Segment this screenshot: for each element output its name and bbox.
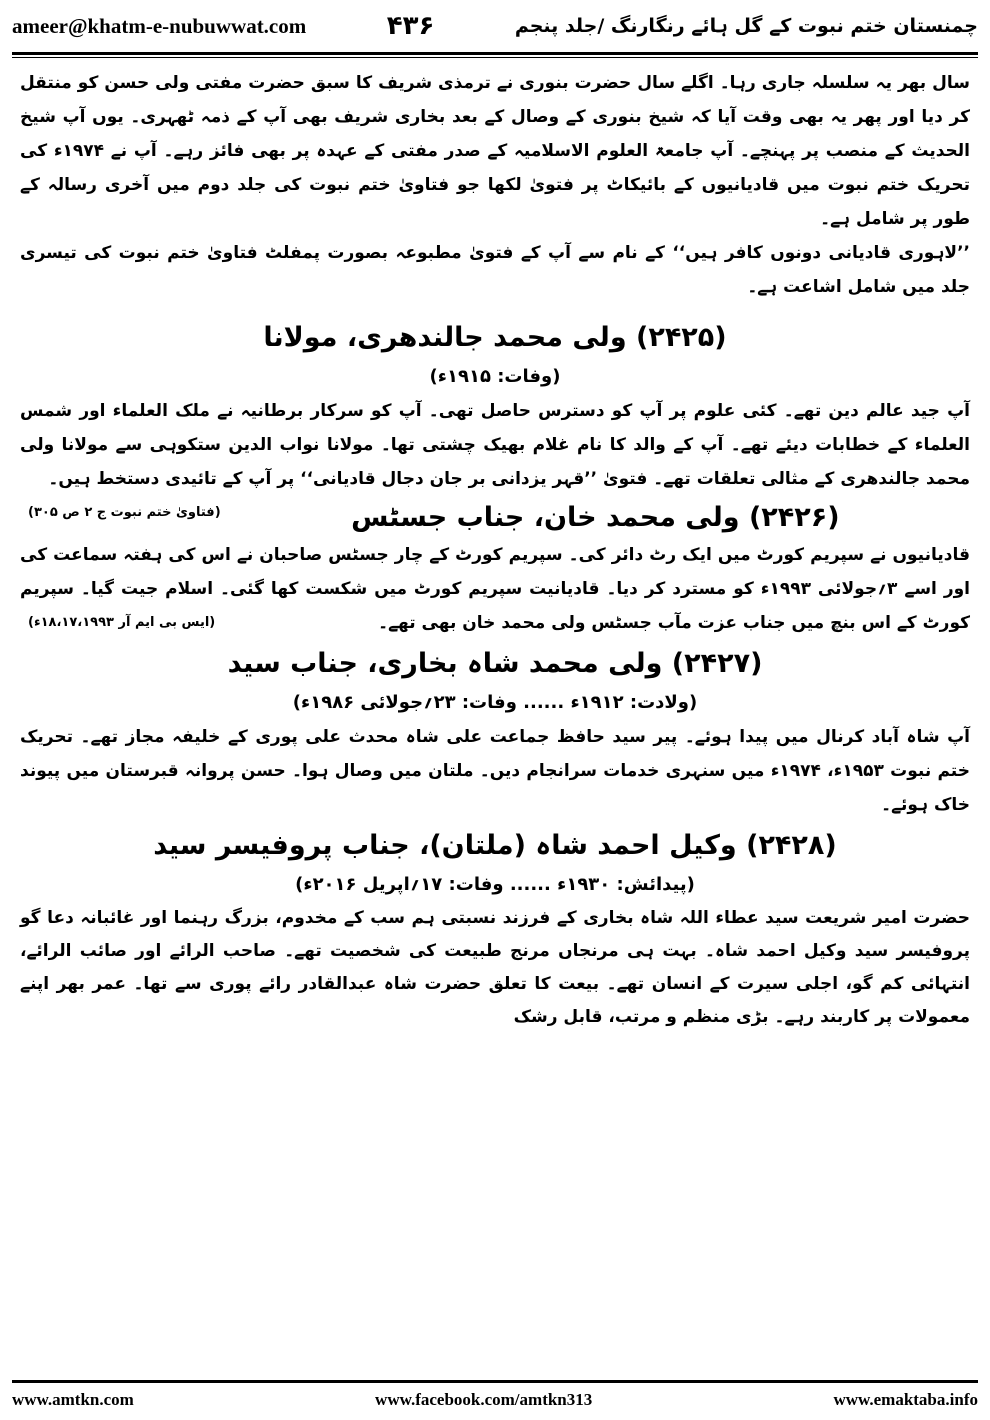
header-email: ameer@khatm-e-nubuwwat.com xyxy=(12,13,307,38)
intro-paragraph-2: ’’لاہوری قادیانی دونوں کافر ہیں‘‘ کے نام سے آپ کے فتویٰ مطبوعہ بصورت پمفلٹ فتاویٰ ختم نبوت کی تیسری جلد میں شامل اشاعت ہے۔ xyxy=(20,243,970,297)
footer-link-facebook[interactable]: www.facebook.com/amtkn313 xyxy=(375,1390,593,1409)
entry-ref-2426: (ایس بی ایم آر ۱۸،۱۷،۱۹۹۳ء) xyxy=(28,615,216,630)
footer-rule xyxy=(12,1380,978,1383)
page-number: ۴۳۶ xyxy=(386,11,435,41)
entry-heading-2425: (۲۴۲۵) ولی محمد جالندھری، مولانا xyxy=(263,322,727,353)
entry-heading-2427: (۲۴۲۷) ولی محمد شاہ بخاری، جناب سید xyxy=(227,648,763,679)
entry-text-2426-body: قادیانیوں نے سپریم کورٹ میں ایک رٹ دائر کی۔ سپریم کورٹ کے چار جسٹس صاحبان نے اس کی ہفتہ سماعت کی اور اسے ۳؍جولائی ۱۹۹۳ء کو مسترد کر دیا۔ قادیانیت سپریم کورٹ میں شکست کھا گئی۔ اسلام جیت گیا۔ سپریم کورٹ کے اس بنچ میں جناب عزت مآب جسٹس ولی محمد خان بھی تھے۔ xyxy=(20,545,971,633)
entry-text-2426 xyxy=(20,538,970,640)
footer-link-emaktaba[interactable]: www.emaktaba.info xyxy=(833,1390,978,1409)
page-header xyxy=(12,6,978,46)
entry-text-2427: آپ شاہ آباد کرنال میں پیدا ہوئے۔ پیر سید حافظ جماعت علی شاہ محدث علی پوری کے خلیفہ مجاز تھے۔ تحریک ختم نبوت ۱۹۵۳ء، ۱۹۷۴ء میں سنہری خدمات سرانجام دیں۔ ملتان میں وصال ہوا۔ حسن پروانہ قبرستان میں پیوند خاک ہوئے۔ xyxy=(20,727,970,815)
entry-dates-2425: (وفات: ۱۹۱۵ء) xyxy=(429,366,561,387)
page-body xyxy=(20,66,970,1034)
header-rule xyxy=(12,52,978,55)
entry-heading-2428: (۲۴۲۸) وکیل احمد شاہ (ملتان)، جناب پروفیسر سید xyxy=(153,830,837,861)
footer-link-amtkn[interactable]: www.amtkn.com xyxy=(12,1390,134,1409)
page-footer xyxy=(12,1386,978,1414)
entry-heading-2426: (۲۴۲۶) ولی محمد خان، جناب جسٹس xyxy=(351,502,840,533)
entry-text-2428: حضرت امیر شریعت سید عطاء اللہ شاہ بخاری کے فرزند نسبتی ہم سب کے مخدوم، بزرگ رہنما اور غائبانہ دعا گو پروفیسر سید وکیل احمد شاہ۔ بہت ہی مرنجاں مرنج طبیعت کی شخصیت تھے۔ صاحب الرائے اور صائب الرائے، انتہائی کم گو، اجلی سیرت کے انسان تھے۔ بیعت کا تعلق حضرت شاہ عبدالقادر رائے پوری سے تھا۔ عمر بھر اپنے معمولات پر کاربند رہے۔ بڑی منظم و مرتب، قابل رشک xyxy=(20,908,970,1027)
entry-dates-2428: (پیدائش: ۱۹۳۰ء ...... وفات: ۱۷؍اپریل ۲۰۱۶ء) xyxy=(295,874,695,895)
book-title: چمنستان ختم نبوت کے گل ہائے رنگارنگ /جلد پنجم xyxy=(514,15,978,37)
intro-paragraph-1: سال بھر یہ سلسلہ جاری رہا۔ اگلے سال حضرت بنوری نے ترمذی شریف کا سبق حضرت مفتی ولی حسن کو منتقل کر دیا اور پھر یہ بھی وقت آیا کہ شیخ بنوری کے وصال کے بعد بخاری شریف بھی آپ کے ذمہ ٹھہری۔ یوں آپ شیخ الحدیث کے منصب پر پہنچے۔ آپ جامعۃ العلوم الاسلامیہ کے صدر مفتی کے عہدہ پر بھی فائز رہے۔ آپ نے ۱۹۷۴ء کی تحریک ختم نبوت میں قادیانیوں کے بائیکاٹ پر فتویٰ لکھا جو فتاویٰ ختم نبوت کی جلد دوم میں آخری رسالہ کے طور پر شامل ہے۔ xyxy=(20,73,970,229)
entry-text-2425-body: آپ جید عالم دین تھے۔ کئی علوم پر آپ کو دسترس حاصل تھی۔ آپ کو سرکار برطانیہ نے ملک العلماء اور شمس العلماء کے خطابات دیئے تھے۔ آپ کے والد کا نام غلام بھیک چشتی تھا۔ مولانا نواب الدین ستکوہی سے مولانا ولی محمد جالندھری کے مثالی تعلقات تھے۔ فتویٰ ’’قہر یزدانی بر جان دجال قادیانی‘‘ پر آپ کے تائیدی دستخط ہیں۔ xyxy=(20,401,970,489)
entry-ref-2425: (فتاویٰ ختم نبوت ج ۲ ص ۳۰۵) xyxy=(28,505,221,520)
entry-dates-2427: (ولادت: ۱۹۱۲ء ...... وفات: ۲۳؍جولائی ۱۹۸۶ء) xyxy=(292,692,698,713)
header-rule-thin xyxy=(12,57,978,58)
